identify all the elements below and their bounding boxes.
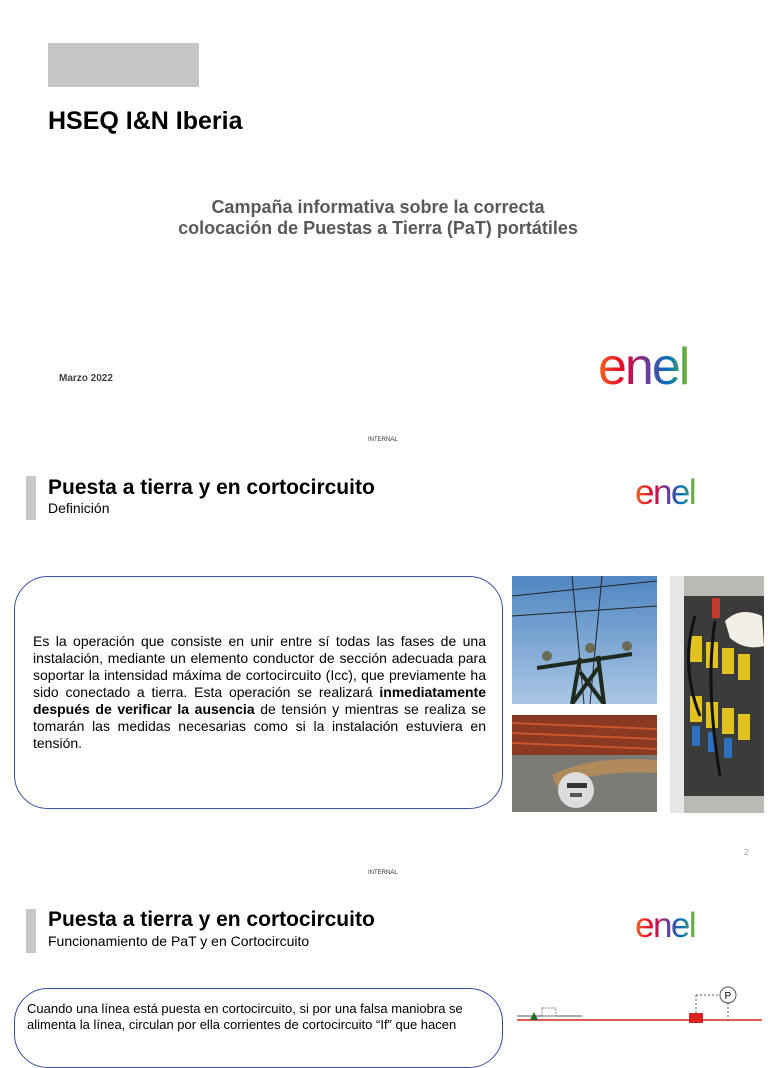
power-tower-photo xyxy=(512,576,657,704)
slide-subtitle: Funcionamiento de PaT y en Cortocircuito xyxy=(48,933,310,949)
definition-text xyxy=(33,633,486,752)
operation-box xyxy=(14,988,503,1068)
operation-text-line-2: alimenta la línea, circulan por ella corrientes de cortocircuito “If” que hacen xyxy=(27,1017,457,1032)
definition-text-bold: inmediatamente después de verificar la ausencia xyxy=(33,684,486,717)
slide-title: Puesta a tierra y en cortocircuito xyxy=(48,908,375,931)
classification-label: INTERNAL xyxy=(368,437,398,443)
enel-logo-text: enel xyxy=(635,907,696,943)
relay-label: P xyxy=(724,991,732,1002)
enel-logo xyxy=(634,907,720,943)
enel-logo-text: enel xyxy=(598,340,689,392)
switch-symbol xyxy=(542,1008,556,1016)
enel-logo xyxy=(596,340,726,392)
enel-logo xyxy=(634,474,720,510)
operation-text xyxy=(27,1001,489,1033)
switchgear-photo xyxy=(670,576,764,813)
page-number: 2 xyxy=(744,848,749,857)
definition-box xyxy=(14,576,503,809)
campaign-subtitle-line-2: colocación de Puestas a Tierra (PaT) portátiles xyxy=(178,218,578,238)
operation-text-line-1: Cuando una línea está puesta en cortocircuito, si por una falsa maniobra se xyxy=(27,1001,463,1016)
enel-logo-text: enel xyxy=(635,474,696,510)
company-title: HSEQ I&N Iberia xyxy=(48,107,243,135)
classification-label: INTERNAL xyxy=(368,870,398,876)
header-placeholder-block xyxy=(48,43,199,87)
campaign-subtitle-line-1: Campaña informativa sobre la correcta xyxy=(211,197,545,217)
cover-date: Marzo 2022 xyxy=(59,373,113,384)
campaign-subtitle xyxy=(0,197,756,239)
title-accent-bar xyxy=(26,476,36,520)
short-circuit-diagram xyxy=(512,980,762,1024)
breaker-symbol xyxy=(689,1013,703,1023)
ground-clamp-photo xyxy=(512,715,657,812)
slide-subtitle: Definición xyxy=(48,500,110,516)
definition-text-part-1: Es la operación que consiste en unir entre sí todas las fases de una instalación, mediante un elemento conductor de sección adecuada para soportar la intensidad máxima de cortocircuito (Icc), que previamente ha sido conectado a tierra. Esta operación se realizará xyxy=(33,633,486,700)
definition-text-part-2: de tensión y mientras se realiza se tomarán las medidas necesarias como si la instalación estuviera en tensión. xyxy=(33,701,486,751)
title-accent-bar xyxy=(26,909,36,953)
slide-title: Puesta a tierra y en cortocircuito xyxy=(48,476,375,499)
